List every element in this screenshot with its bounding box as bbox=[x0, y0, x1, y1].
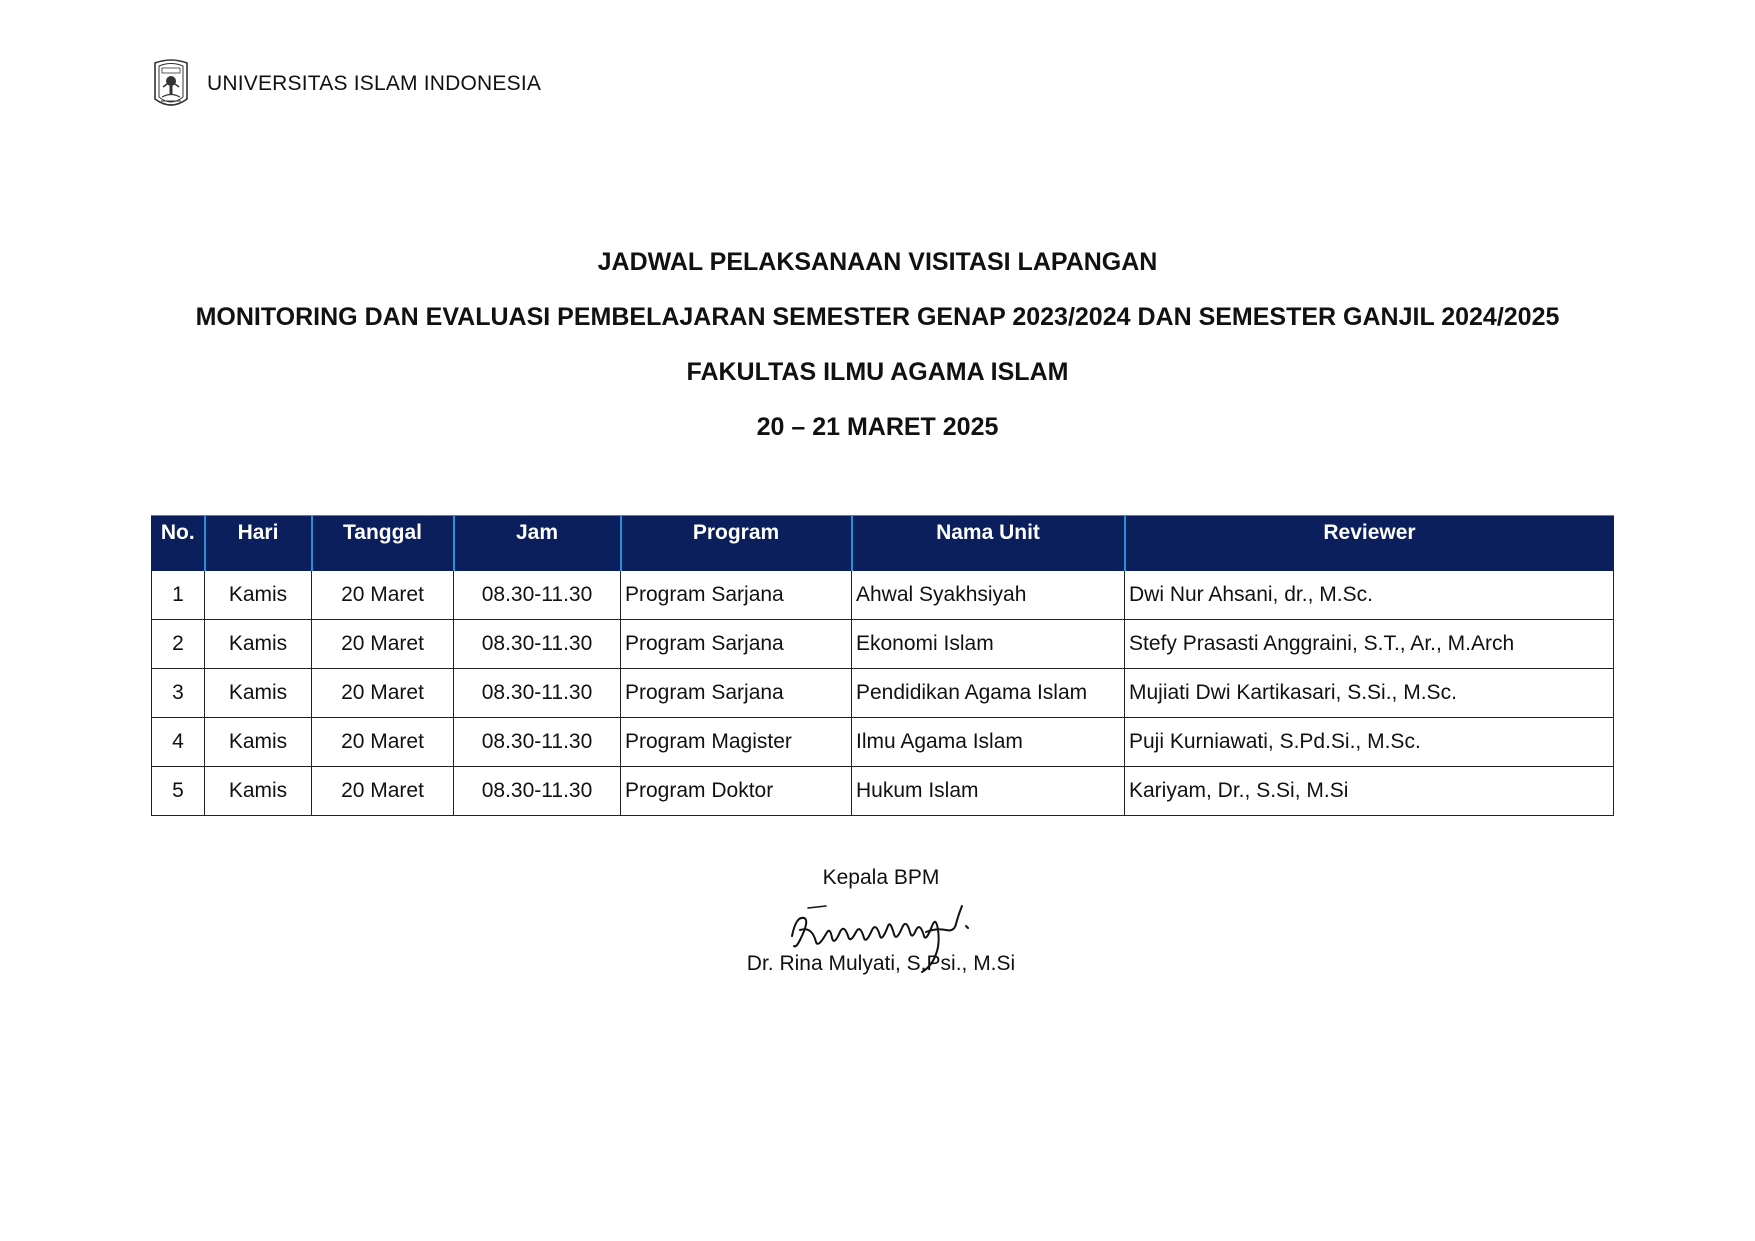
table-row bbox=[152, 669, 1614, 718]
table-row bbox=[152, 620, 1614, 669]
cell-jam: 08.30-11.30 bbox=[454, 571, 621, 620]
signatory-position: Kepala BPM bbox=[822, 866, 940, 889]
cell-hari: Kamis bbox=[205, 669, 312, 718]
cell-reviewer: Kariyam, Dr., S.Si, M.Si bbox=[1125, 767, 1614, 816]
table-row bbox=[152, 767, 1614, 816]
title-line-4: 20 – 21 MARET 2025 bbox=[756, 413, 999, 441]
cell-nama-unit: Ilmu Agama Islam bbox=[852, 718, 1125, 767]
cell-tanggal: 20 Maret bbox=[312, 571, 454, 620]
cell-no: 5 bbox=[152, 767, 205, 816]
cell-no: 1 bbox=[152, 571, 205, 620]
cell-reviewer: Dwi Nur Ahsani, dr., M.Sc. bbox=[1125, 571, 1614, 620]
column-header-tanggal: Tanggal bbox=[312, 516, 454, 571]
cell-program: Program Magister bbox=[621, 718, 852, 767]
column-header-program: Program bbox=[621, 516, 852, 571]
title-line-3: FAKULTAS ILMU AGAMA ISLAM bbox=[686, 358, 1069, 386]
cell-nama-unit: Ahwal Syakhsiyah bbox=[852, 571, 1125, 620]
cell-tanggal: 20 Maret bbox=[312, 620, 454, 669]
cell-jam: 08.30-11.30 bbox=[454, 767, 621, 816]
cell-hari: Kamis bbox=[205, 571, 312, 620]
signatory-name: Dr. Rina Mulyati, S.Psi., M.Si bbox=[746, 952, 1016, 975]
cell-jam: 08.30-11.30 bbox=[454, 718, 621, 767]
cell-program: Program Sarjana bbox=[621, 669, 852, 718]
cell-no: 3 bbox=[152, 669, 205, 718]
cell-tanggal: 20 Maret bbox=[312, 718, 454, 767]
table-row bbox=[152, 718, 1614, 767]
university-logo-icon bbox=[151, 59, 191, 109]
cell-program: Program Doktor bbox=[621, 767, 852, 816]
table-header-row bbox=[152, 516, 1614, 571]
cell-no: 2 bbox=[152, 620, 205, 669]
cell-reviewer: Mujiati Dwi Kartikasari, S.Si., M.Sc. bbox=[1125, 669, 1614, 718]
cell-program: Program Sarjana bbox=[621, 571, 852, 620]
cell-reviewer: Puji Kurniawati, S.Pd.Si., M.Sc. bbox=[1125, 718, 1614, 767]
column-header-nama-unit: Nama Unit bbox=[852, 516, 1125, 571]
schedule-table bbox=[151, 515, 1614, 816]
column-header-no: No. bbox=[152, 516, 205, 571]
cell-hari: Kamis bbox=[205, 620, 312, 669]
title-line-1: JADWAL PELAKSANAAN VISITASI LAPANGAN bbox=[597, 248, 1158, 276]
column-header-reviewer: Reviewer bbox=[1125, 516, 1614, 571]
letterhead bbox=[151, 58, 541, 110]
cell-no: 4 bbox=[152, 718, 205, 767]
column-header-hari: Hari bbox=[205, 516, 312, 571]
title-line-2: MONITORING DAN EVALUASI PEMBELAJARAN SEMESTER GENAP 2023/2024 DAN SEMESTER GANJIL 2024/2025 bbox=[195, 303, 1560, 331]
cell-jam: 08.30-11.30 bbox=[454, 620, 621, 669]
cell-jam: 08.30-11.30 bbox=[454, 669, 621, 718]
cell-nama-unit: Hukum Islam bbox=[852, 767, 1125, 816]
table-row bbox=[152, 571, 1614, 620]
cell-hari: Kamis bbox=[205, 718, 312, 767]
cell-program: Program Sarjana bbox=[621, 620, 852, 669]
column-header-jam: Jam bbox=[454, 516, 621, 571]
signature-block bbox=[0, 866, 1755, 898]
cell-reviewer: Stefy Prasasti Anggraini, S.T., Ar., M.Arch bbox=[1125, 620, 1614, 669]
cell-nama-unit: Pendidikan Agama Islam bbox=[852, 669, 1125, 718]
cell-nama-unit: Ekonomi Islam bbox=[852, 620, 1125, 669]
cell-hari: Kamis bbox=[205, 767, 312, 816]
cell-tanggal: 20 Maret bbox=[312, 669, 454, 718]
document-title bbox=[0, 244, 1755, 464]
cell-tanggal: 20 Maret bbox=[312, 767, 454, 816]
university-name: UNIVERSITAS ISLAM INDONESIA bbox=[207, 72, 542, 95]
